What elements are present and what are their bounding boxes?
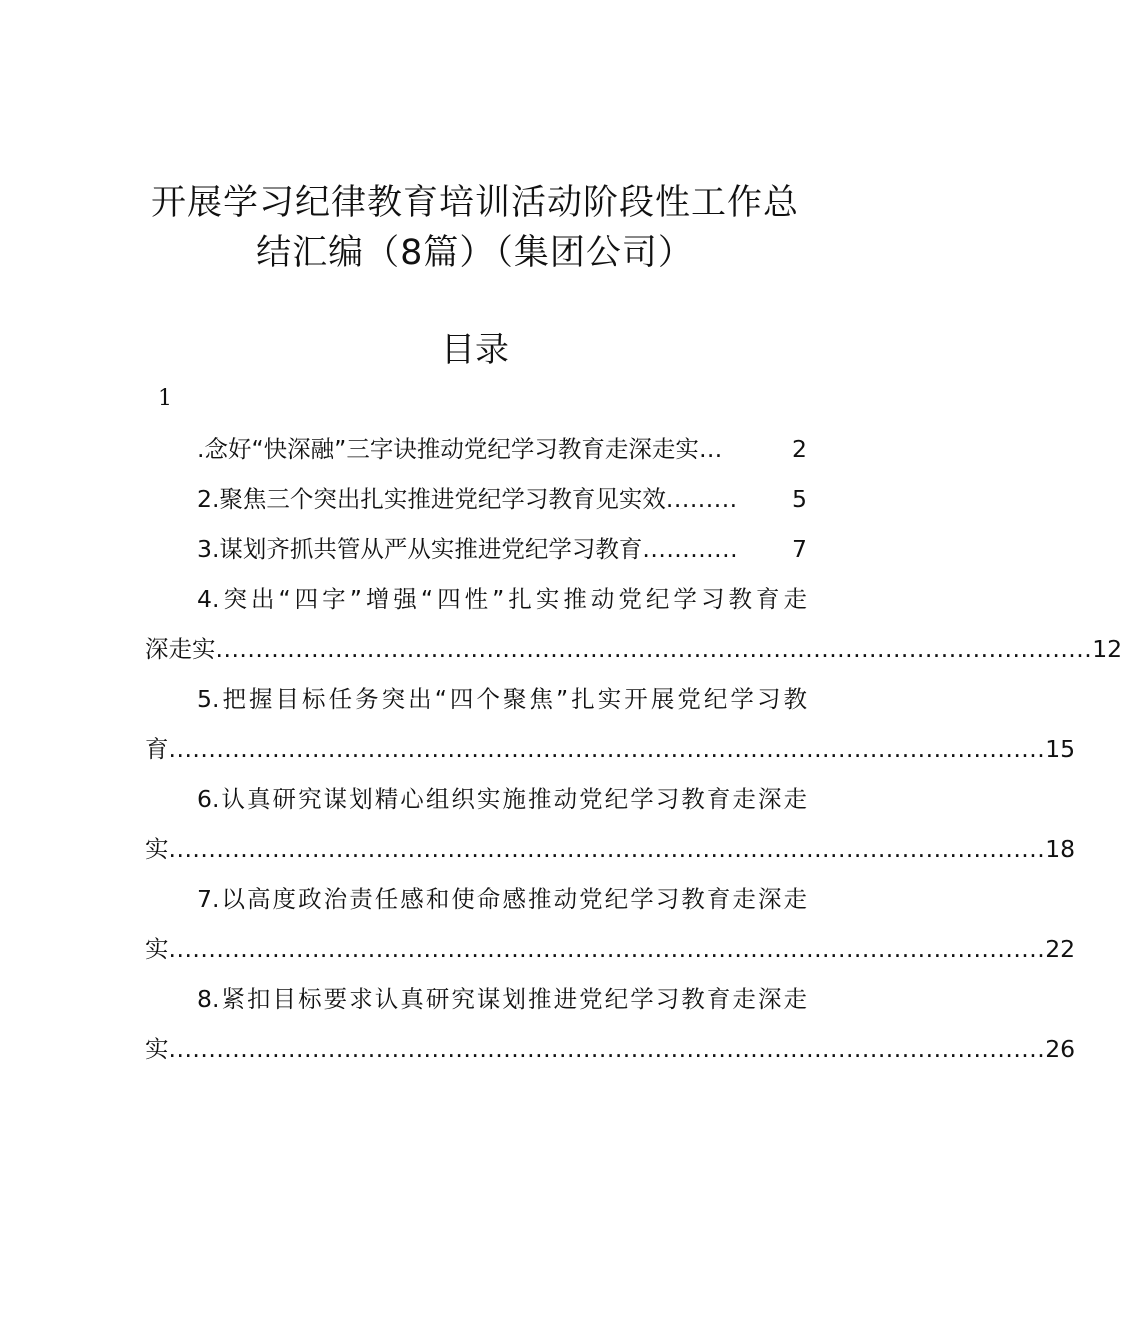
toc-leader: .............................................................................................................. (168, 735, 1046, 763)
toc-page-number: 15 (1045, 735, 1076, 763)
toc-entry-4-continuation[interactable] (145, 624, 1122, 674)
item-number-marker: 1 (158, 386, 172, 411)
toc-entry-title-continuation: 实 (145, 935, 169, 963)
table-of-contents (145, 424, 1122, 1074)
toc-leader: .............................................................................................................. (215, 635, 1093, 663)
toc-page-number: 5 (792, 485, 807, 513)
toc-entry-4[interactable] (145, 574, 807, 624)
toc-entry-title-continuation: 实 (145, 1035, 169, 1063)
toc-entry-6-continuation[interactable] (145, 824, 1076, 874)
toc-entry-5[interactable] (145, 674, 807, 724)
toc-entry-5-continuation[interactable] (145, 724, 1076, 774)
toc-entry-title-continuation: 育 (145, 735, 169, 763)
toc-entry-title: 4.突出“四字”增强“四性”扎实推动党纪学习教育走 (197, 585, 807, 613)
toc-page-number: 2 (792, 435, 807, 463)
document-title-line-2: 结汇编（8篇）（集团公司） (256, 233, 694, 273)
toc-leader: ......... (665, 485, 738, 513)
toc-entry-title: 3.谋划齐抓共管从严从实推进党纪学习教育 (197, 535, 643, 563)
toc-leader: .............................................................................................................. (168, 1035, 1046, 1063)
document-title-line-1: 开展学习纪律教育培训活动阶段性工作总 (150, 183, 799, 223)
toc-entry-2[interactable] (145, 474, 807, 524)
toc-entry-6[interactable] (145, 774, 807, 824)
toc-entry-7[interactable] (145, 874, 807, 924)
toc-entry-title: .念好“快深融”三字诀推动党纪学习教育走深走实 (197, 435, 699, 463)
toc-entry-1[interactable] (145, 424, 807, 474)
toc-page-number: 12 (1092, 635, 1122, 663)
toc-page-number: 18 (1045, 835, 1076, 863)
toc-entry-8-continuation[interactable] (145, 1024, 1076, 1074)
toc-page-number: 22 (1045, 935, 1076, 963)
toc-entry-3[interactable] (145, 524, 807, 574)
toc-page-number: 26 (1045, 1035, 1076, 1063)
toc-heading: 目录 (441, 330, 509, 370)
toc-entry-title-continuation: 实 (145, 835, 169, 863)
toc-leader: .............................................................................................................. (168, 835, 1046, 863)
toc-entry-title: 2.聚焦三个突出扎实推进党纪学习教育见实效 (197, 485, 666, 513)
toc-entry-title: 8.紧扣目标要求认真研究谋划推进党纪学习教育走深走 (197, 985, 807, 1013)
toc-entry-title: 7.以高度政治责任感和使命感推动党纪学习教育走深走 (197, 885, 807, 913)
toc-leader: … (698, 435, 723, 463)
toc-entry-title: 5.把握目标任务突出“四个聚焦”扎实开展党纪学习教 (197, 685, 807, 713)
toc-leader: .............................................................................................................. (168, 935, 1046, 963)
toc-leader: ............ (642, 535, 739, 563)
toc-page-number: 7 (792, 535, 807, 563)
toc-entry-title-continuation: 深走实 (145, 635, 216, 663)
toc-entry-7-continuation[interactable] (145, 924, 1076, 974)
toc-entry-title: 6.认真研究谋划精心组织实施推动党纪学习教育走深走 (197, 785, 807, 813)
toc-entry-8[interactable] (145, 974, 807, 1024)
